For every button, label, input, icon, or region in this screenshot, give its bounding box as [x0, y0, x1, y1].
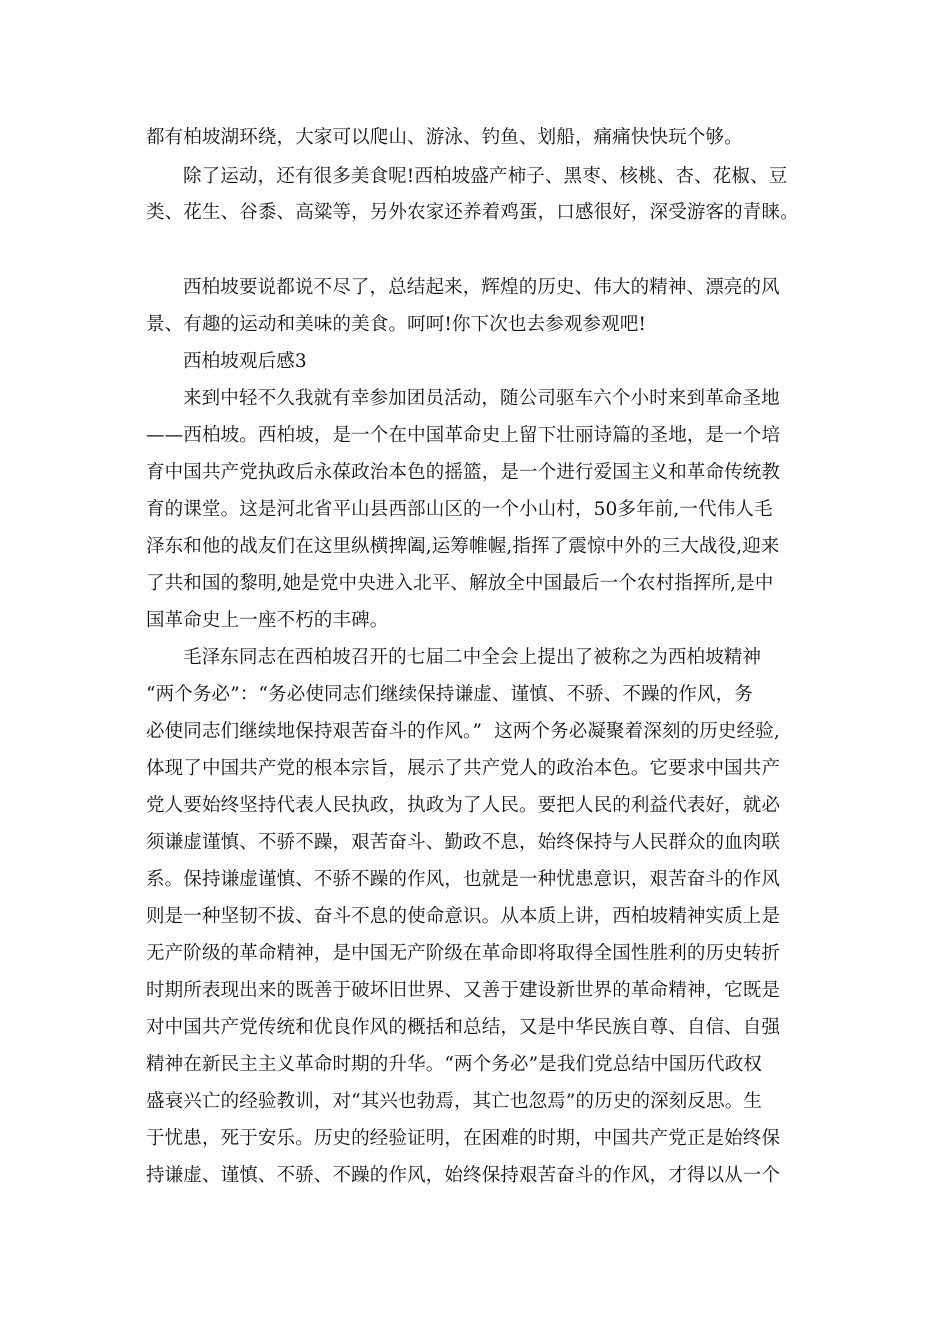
text-line: 除了运动，还有很多美食呢!西柏坡盛产柿子、黑枣、核桃、杏、花椒、豆	[183, 166, 788, 187]
text-line: 体现了中国共产党的根本宗旨，展示了共产党人的政治本色。它要求中国共产	[146, 758, 781, 779]
text-line: “两个务必”：“务必使同志们继续保持谦虚、谨慎、不骄、不躁的作风，务	[146, 684, 753, 705]
text-line: 盛衰兴亡的经验教训，对“其兴也勃焉，其亡也忽焉”的历史的深刻反思。生	[146, 1091, 763, 1112]
text-line: 无产阶级的革命精神，是中国无产阶级在革命即将取得全国性胜利的历史转折	[146, 943, 781, 964]
text-line: 毛泽东同志在西柏坡召开的七届二中全会上提出了被称之为西柏坡精神	[183, 647, 762, 668]
text-line: 时期所表现出来的既善于破坏旧世界、又善于建设新世界的革命精神，它既是	[146, 980, 781, 1001]
text-line: 持谦虚、谨慎、不骄、不躁的作风，始终保持艰苦奋斗的作风，才得以从一个	[146, 1165, 781, 1186]
text-line: 了共和国的黎明,她是党中央进入北平、解放全中国最后一个农村指挥所,是中	[146, 573, 774, 594]
text-line: 于忧患，死于安乐。历史的经验证明，在困难的时期，中国共产党正是始终保	[146, 1128, 781, 1149]
text-line: 系。保持谦虚谨慎、不骄不躁的作风，也就是一种忧患意识，艰苦奋斗的作风	[146, 869, 781, 890]
text-line: 精神在新民主主义革命时期的升华。“两个务必”是我们党总结中国历代政权	[146, 1054, 763, 1075]
text-line: 必使同志们继续地保持艰苦奋斗的作风。” 这两个务必凝聚着深刻的历史经验,	[146, 721, 780, 742]
text-line: 育中国共产党执政后永葆政治本色的摇篮，是一个进行爱国主义和革命传统教	[146, 462, 781, 483]
text-line: ——西柏坡。西柏坡，是一个在中国革命史上留下壮丽诗篇的圣地，是一个培	[146, 425, 781, 446]
text-line: 来到中轻不久我就有幸参加团员活动，随公司驱车六个小时来到革命圣地	[183, 388, 780, 409]
text-line: 类、花生、谷黍、高粱等，另外农家还养着鸡蛋，口感很好，深受游客的青睐。	[146, 202, 799, 223]
text-line: 育的课堂。这是河北省平山县西部山区的一个小山村，50多年前,一代伟人毛	[146, 499, 773, 520]
text-line: 泽东和他的战友们在这里纵横捭阖,运筹帷幄,指挥了震惊中外的三大战役,迎来	[146, 536, 780, 557]
text-line: 景、有趣的运动和美味的美食。呵呵!你下次也去参观参观吧!	[146, 314, 647, 335]
text-line: 党人要始终坚持代表人民执政，执政为了人民。要把人民的利益代表好，就必	[146, 795, 781, 816]
text-line: 都有柏坡湖环绕，大家可以爬山、游泳、钓鱼、划船，痛痛快快玩个够。	[146, 127, 743, 148]
section-heading: 西柏坡观后感3	[183, 351, 307, 372]
text-line: 国革命史上一座不朽的丰碑。	[146, 610, 389, 631]
text-line: 对中国共产党传统和优良作风的概括和总结，又是中华民族自尊、自信、自强	[146, 1017, 781, 1038]
text-line: 则是一种坚韧不拔、奋斗不息的使命意识。从本质上讲，西柏坡精神实质上是	[146, 906, 781, 927]
text-line: 须谦虚谨慎、不骄不躁，艰苦奋斗、勤政不息，始终保持与人民群众的血肉联	[146, 832, 781, 853]
text-line: 西柏坡要说都说不尽了，总结起来，辉煌的历史、伟大的精神、漂亮的风	[183, 277, 780, 298]
